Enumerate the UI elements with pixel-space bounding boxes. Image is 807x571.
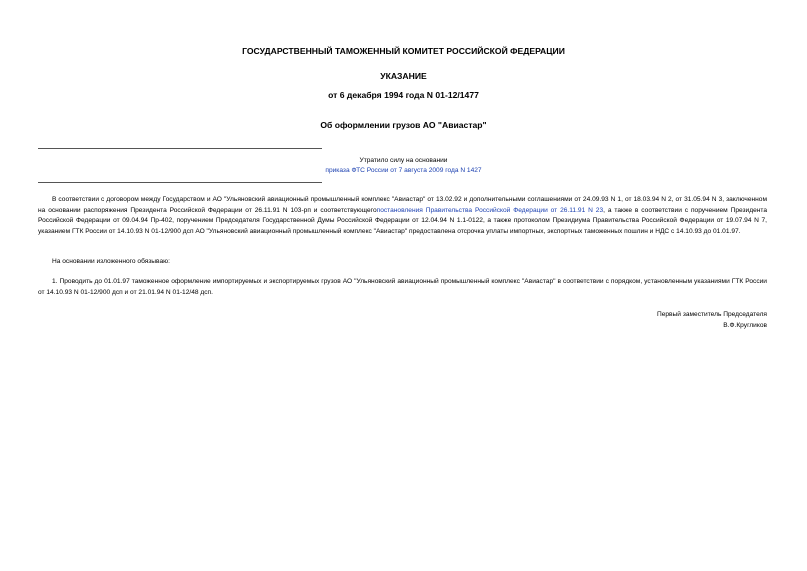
body-paragraph-3: 1. Проводить до 01.01.97 таможенное оформление импортируемых и экспортируемых грузов АО "Ульяновский авиационный промышленный комплекс "Авиастар" в соответствии с порядком, установленным указаниями ГТК России от 14.10.93 N 01-12/900 дсп и от 21.01.94 N 01-12/48 дсп. [38,278,767,296]
divider-bottom [38,182,322,183]
body-paragraph-2: На основании изложенного обязываю: [52,258,170,265]
divider-top [38,148,322,149]
status-note-text: Утратило силу на основании [359,157,448,164]
signatory-name: В.Ф.Кругликов [723,322,767,329]
issuing-agency: ГОСУДАРСТВЕННЫЙ ТАМОЖЕННЫЙ КОМИТЕТ РОССИЙСКОЙ ФЕДЕРАЦИИ [242,46,565,56]
resolution-link[interactable]: постановления Правительства Российской Федерации от 26.11.91 N 23 [376,206,604,214]
p1-text-after: , а также в соответствии с поручением Президента Российской Федерации от 09.04.94 Пр-402, поручением Председателя Государственной Думы Российской Федерации от 12.04.94 N 1.1-0122, а также протоколом Президиума Правительства Российской Федерации от 19.07.94 N 7, указанием ГТК России от 14.10.93 N 01-12/900 дсп АО "Ульяновский авиационный промышленный комплекс "Авиастар" предоставлена отсрочка уплаты импортных, экспортных таможенных пошлин и НДС с 14.10.93 до 01.01.97. [38,206,768,235]
document-subject: Об оформлении грузов АО "Авиастар" [320,120,487,130]
p1-text-before: В соответствии с договором между Государством и АО "Ульяновский авиационный промышленный комплекс "Авиастар" от 13.02.92 и дополнительными соглашениями от 24.09.93 N 1, от 18.03.94 N 2, от 31.05.94 N 3, заключенном на основании распоряжения Президента Российской Федерации от 26.11.91 N 103-рп и соответствующего [38,196,767,214]
document-date-number: от 6 декабря 1994 года N 01-12/1477 [328,90,479,100]
signatory-position: Первый заместитель Председателя [656,311,767,318]
body-paragraph-1 [38,195,767,237]
document-type: УКАЗАНИЕ [380,71,427,81]
status-note-link[interactable]: приказа ФТС России от 7 августа 2009 года N 1427 [325,167,482,174]
